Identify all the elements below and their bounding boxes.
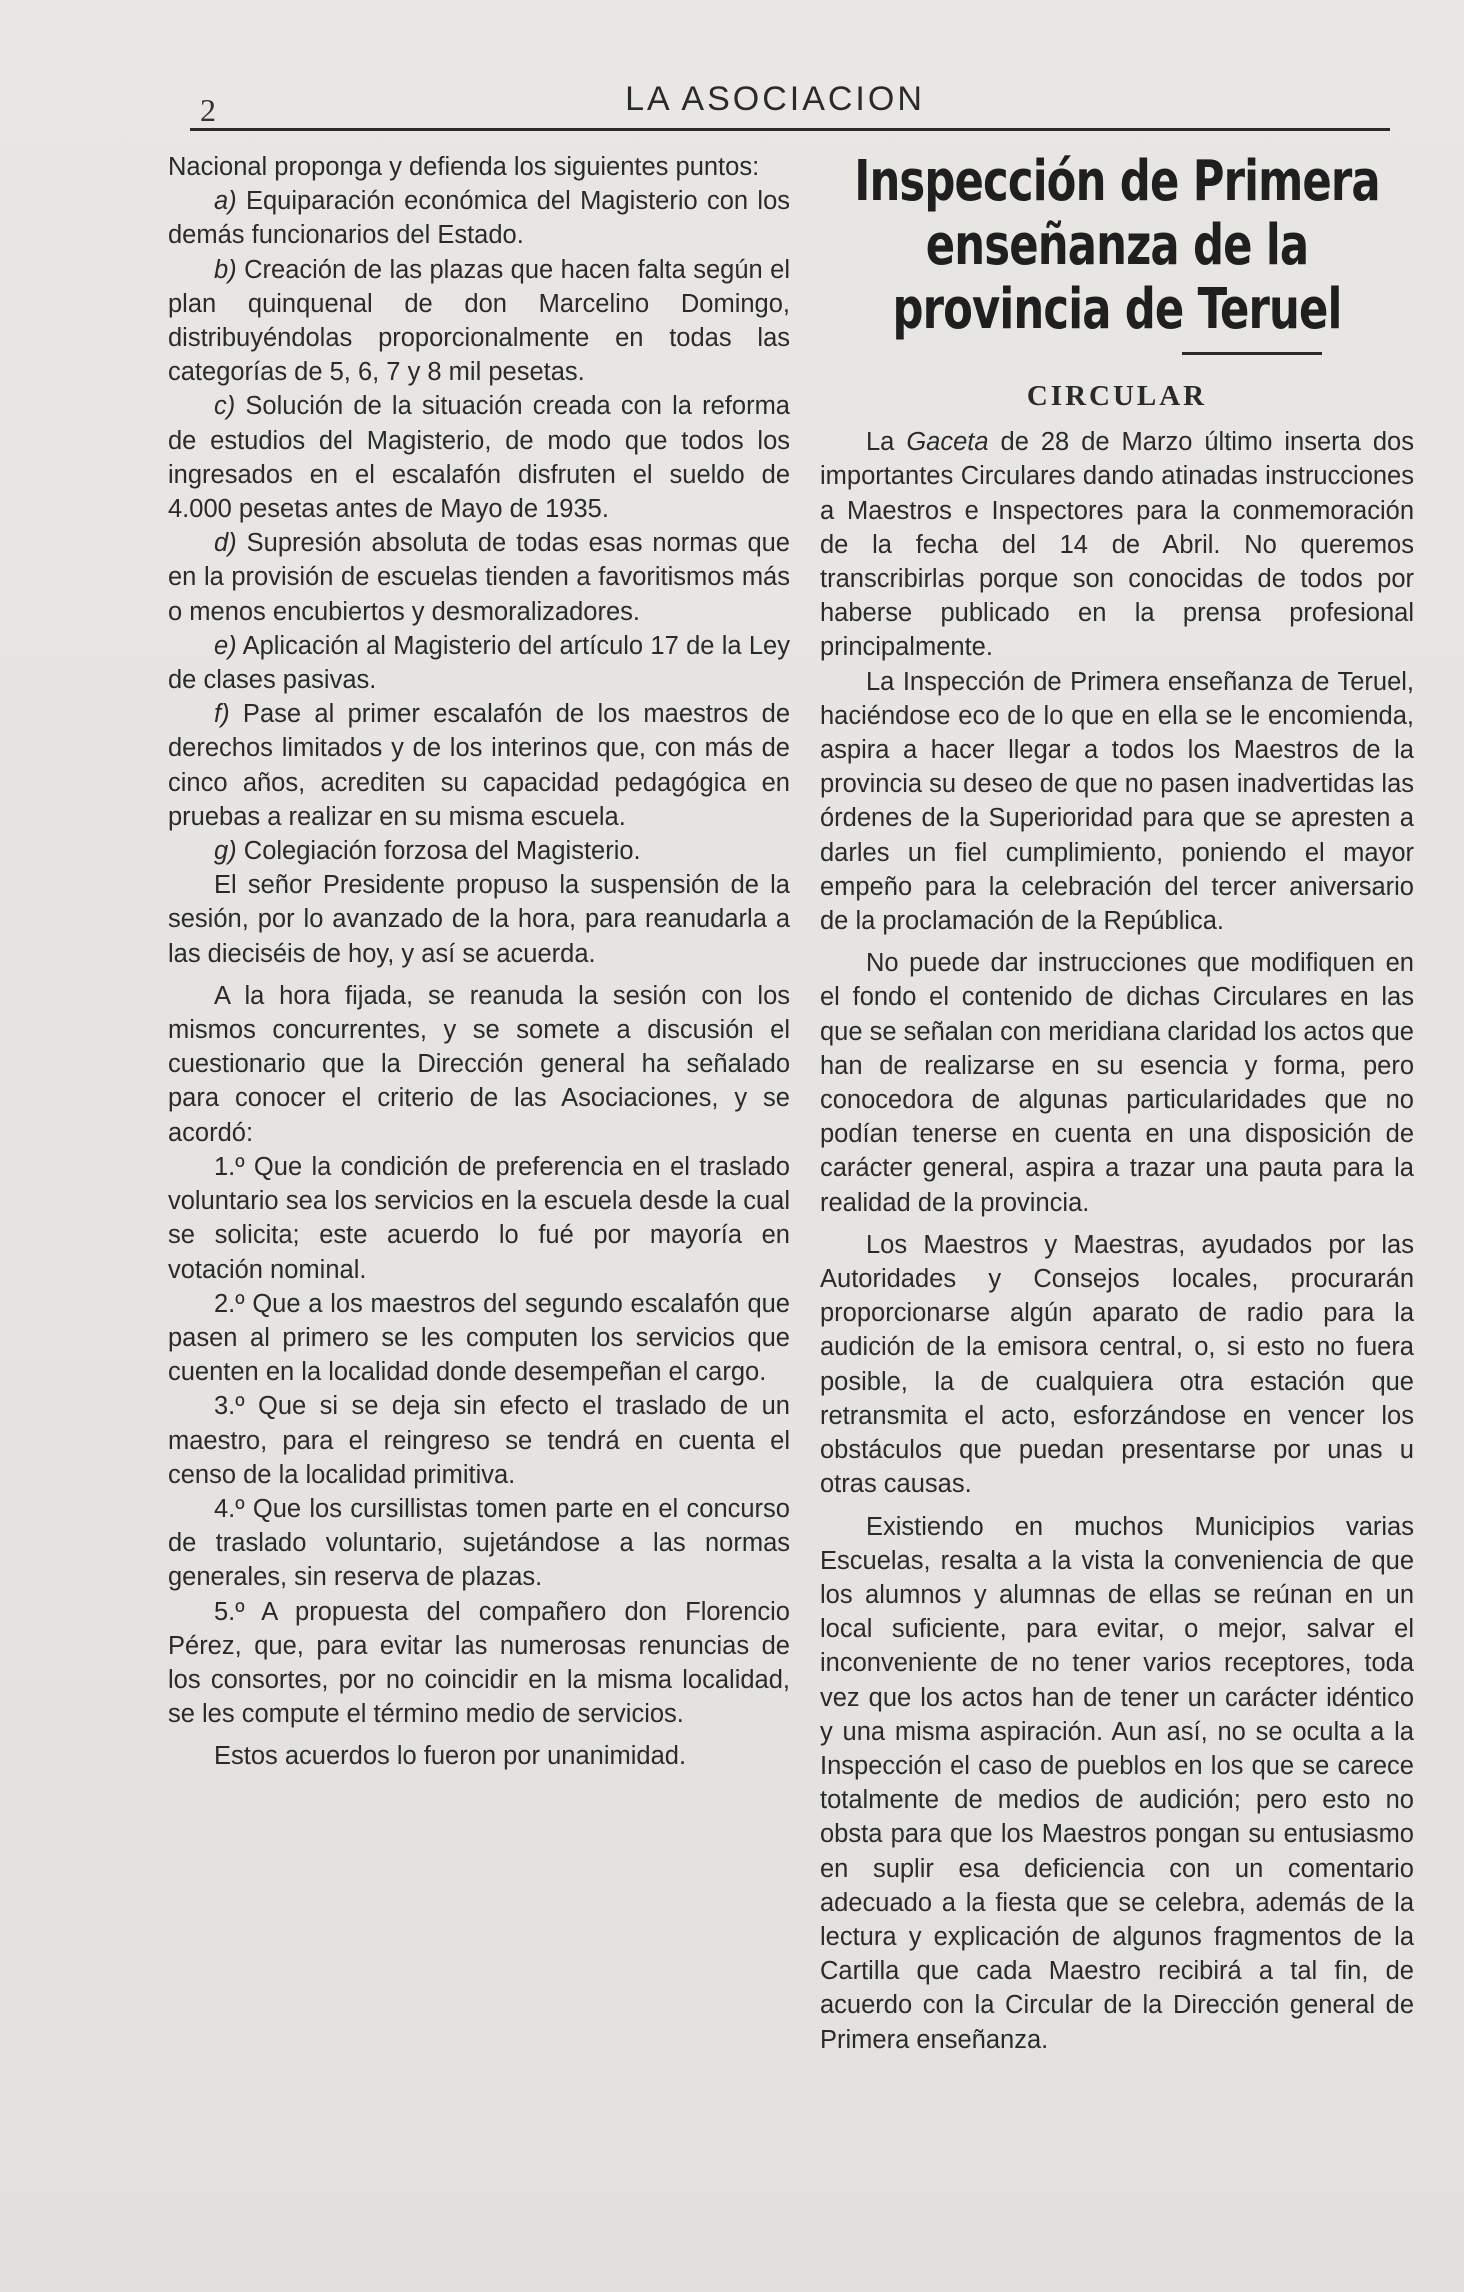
- journal-title: LA ASOCIACION: [625, 80, 925, 118]
- section-title: CIRCULAR: [1026, 380, 1208, 412]
- paragraph: No puede dar instrucciones que modifiquen en el fondo el contenido de dichas Circulares en las que se señalan con meridiana claridad los actos que han de realizarse en su esencia y forma, pero conocedora de algunas particularidades que no podían tenerse en cuenta en una disposición de carácter general, aspira a trazar una pauta para la realidad de la provincia.: [820, 949, 1414, 1217]
- paragraph: A la hora fijada, se reanuda la sesión con los mismos concurrentes, y se somete a discusión el cuestionario que la Dirección general ha señalado para conocer el criterio de las Asociaciones, y se acordó:: [168, 981, 790, 1147]
- paragraph: Los Maestros y Maestras, ayudados por las Autoridades y Consejos locales, procurarán proporcionarse algún aparato de radio para la audición de la emisora central, o, si esto no fuera posible, la de cualquiera otra estación que retransmita el acto, esforzándose en vencer los obstáculos que puedan presentarse por unas u otras causas.: [820, 1230, 1414, 1499]
- paragraph: Existiendo en muchos Municipios varias Escuelas, resalta a la vista la conveniencia de que los alumnos y alumnas de ellas se reúnan en un local suficiente, para evitar, o mejor, salvar el inconveniente de no tener varios receptores, toda vez que los actos han de tener un carácter idéntico y una misma aspiración. Aun así, no se oculta a la Inspección el caso de pueblos en los que se carece totalmente de medios de audición; pero esto no obsta para que los Maestros pongan su entusiasmo en suplir esa deficiencia con un comentario adecuado a la fiesta que se celebra, además de la lectura y explicación de algunos fragmentos de la Cartilla que cada Maestro recibirá a tal fin, de acuerdo con la Circular de la Dirección general de Primera enseñanza.: [820, 1512, 1414, 2054]
- item-text: Pase al primer escalafón de los maestros de derechos limitados y de los interinos que, con más de cinco años, acrediten su capacidad pedagógica en pruebas a realizar en su misma escuela.: [168, 700, 790, 831]
- page-header: [160, 70, 1390, 126]
- item-label: e): [214, 631, 237, 660]
- item-text: Equiparación económica del Magisterio con los demás funcionarios del Estado.: [168, 187, 790, 250]
- item-text: Creación de las plazas que hacen falta según el plan quinquenal de don Marcelino Domingo, distribuyéndolas proporcionalmente en todas las categorías de 5, 6, 7 y 8 mil pesetas.: [168, 255, 790, 387]
- paragraph: Nacional proponga y defienda los siguientes puntos:: [168, 153, 760, 181]
- gaceta-italic: Gaceta: [906, 428, 989, 457]
- article-headline: Inspección de Primera enseñanza de la provincia de Teruel: [854, 149, 1380, 342]
- item-text: Colegiación forzosa del Magisterio.: [236, 837, 641, 866]
- right-column: [820, 150, 1414, 2057]
- item-text: Supresión absoluta de todas esas normas que en la provisión de escuelas tienden a favoritismos más o menos encubiertos y desmoralizadores.: [168, 529, 790, 626]
- agreement-1: 1.º Que la condición de preferencia en el traslado voluntario sea los servicios en la escuela desde la cual se solicita; este acuerdo lo fué por mayoría en votación nominal.: [168, 1152, 790, 1284]
- paragraph: Estos acuerdos lo fueron por unanimidad.: [214, 1742, 687, 1771]
- list-item-c: [168, 389, 790, 526]
- item-label: a): [214, 187, 237, 216]
- item-label: g): [214, 837, 237, 866]
- header-rule: [190, 128, 1390, 131]
- list-item-f: [168, 697, 790, 834]
- item-label: d): [214, 529, 237, 558]
- agreement-4: 4.º Que los cursillistas tomen parte en el concurso de traslado voluntario, sujetándose a las normas generales, sin reserva de plazas.: [168, 1494, 790, 1592]
- page-number: 2: [200, 92, 216, 128]
- headline-rule: [1182, 352, 1322, 355]
- text-run: de 28 de Marzo último inserta dos importantes Circulares dando atinadas instrucciones a Maestros e Inspectores para la conmemoración de la fecha del 14 de Abril. No queremos transcribirlas porque son conocidas de todos por haberse publicado en la prensa profesional principalmente.: [820, 428, 1414, 662]
- agreement-5: 5.º A propuesta del compañero don Florencio Pérez, que, para evitar las numerosas renuncias de los consortes, por no coincidir en la misma localidad, se les compute el término medio de servicios.: [168, 1597, 790, 1729]
- item-label: b): [214, 255, 237, 284]
- item-label: f): [214, 700, 230, 729]
- list-item-e: [168, 629, 790, 697]
- list-item-d: [168, 526, 790, 629]
- paragraph: El señor Presidente propuso la suspensión de la sesión, por lo avanzado de la hora, para reanudarla a las dieciséis de hoy, y así se acuerda.: [168, 871, 790, 968]
- left-column: [168, 150, 790, 1774]
- list-item-b: [168, 253, 790, 390]
- list-item-g: [168, 834, 790, 868]
- text-run: La: [866, 428, 907, 457]
- item-text: Aplicación al Magisterio del artículo 17 de la Ley de clases pasivas.: [168, 631, 790, 695]
- agreement-3: 3.º Que si se deja sin efecto el traslado de un maestro, para el reingreso se tendrá en cuenta el censo de la localidad primitiva.: [168, 1392, 790, 1489]
- agreement-2: 2.º Que a los maestros del segundo escalafón que pasen al primero se les computen los servicios que cuenten en la localidad donde desempeñan el cargo.: [168, 1289, 790, 1387]
- list-item-a: [168, 184, 790, 252]
- paragraph: [820, 425, 1414, 664]
- item-text: Solución de la situación creada con la reforma de estudios del Magisterio, de modo que todos los ingresados en el escalafón disfruten el sueldo de 4.000 pesetas antes de Mayo de 1935.: [168, 392, 790, 524]
- paragraph: La Inspección de Primera enseñanza de Teruel, haciéndose eco de lo que en ella se le encomienda, aspira a hacer llegar a todos los Maestros de la provincia su deseo de que no pasen inadvertidas las órdenes de la Superioridad para que se apresten a darles un fiel cumplimiento, poniendo el mayor empeño para la celebración del tercer aniversario de la proclamación de la República.: [820, 667, 1414, 936]
- item-label: c): [214, 392, 236, 421]
